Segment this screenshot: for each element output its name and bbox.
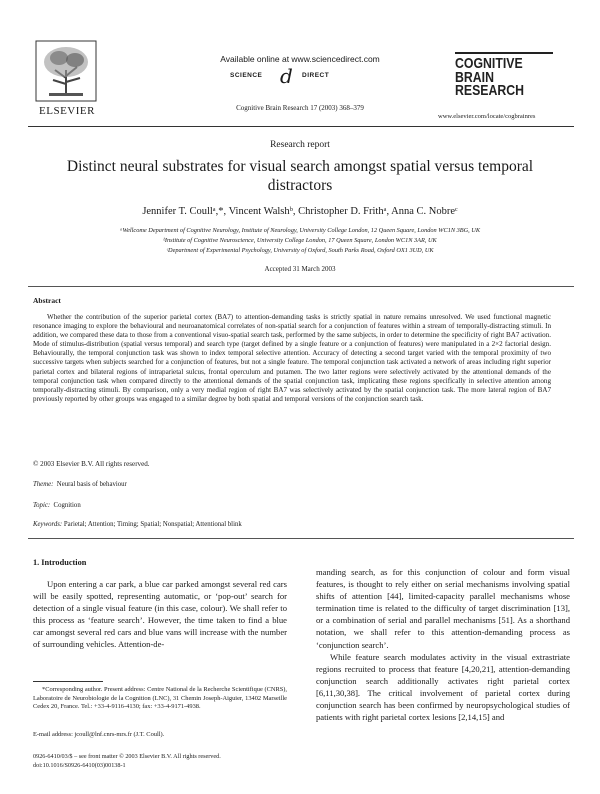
journal-title-rule	[455, 52, 553, 54]
sd-right: DIRECT	[302, 72, 330, 79]
topic-value: Cognition	[53, 502, 81, 509]
accepted-date: Accepted 31 March 2003	[264, 265, 336, 273]
intro-column-right	[316, 566, 570, 723]
affiliation: ᵇInstitute of Cognitive Neuroscience, University College London, 17 Queen Square, London WC1N 3AR, UK	[163, 237, 437, 244]
elsevier-tree-logo	[35, 40, 97, 102]
journal-title	[455, 57, 537, 98]
abstract-top-divider	[28, 286, 574, 287]
email-footnote[interactable]: E-mail address: jcoull@lnf.cnrs-mrs.fr (J.T. Coull).	[33, 731, 165, 738]
intro-column-left: Upon entering a car park, a blue car parked amongst several red cars will be easily spotted, representing automatic, or ‘pop-out’ search for detection of a single visual feature (in this case, colour). We shall refer to this process as ‘feature search’. However, the time taken to find a blue car amongst several red cars and blue vans will increase with the number of surrounding vehicles. Attention-de-	[33, 579, 287, 650]
footnote-rule	[33, 681, 103, 682]
publisher-name: ELSEVIER	[39, 105, 95, 117]
keywords-value: Parietal; Attention; Timing; Spatial; Nonspatial; Attentional blink	[63, 521, 242, 528]
abstract-bottom-divider	[28, 538, 574, 539]
journal-url[interactable]: www.elsevier.com/locate/cogbrainres	[438, 113, 536, 120]
affiliations	[40, 226, 560, 256]
affiliation: ᶜDepartment of Experimental Psychology, University of Oxford, South Parks Road, Oxford OX1 3UD, UK	[166, 247, 434, 254]
keywords-line	[33, 521, 242, 528]
abstract-body: Whether the contribution of the superior parietal cortex (BA7) to attention-demanding tasks is strictly spatial in nature remains unresolved. We used functional magnetic resonance imaging to explore the behavioural and neuroanatomical correlates of non-spatial search for a conjunction of features within a stream of temporally-distracting stimuli. In addition, we compared these data to those from a conventional visuo-spatial search task, performed by the same subjects, in order to determine the specificity of right BA7 activation. Mode of stimulus-distribution (spatial versus temporal) and search type (target defined by a single feature or a conjunction of features) were manipulated in a 2×2 factorial design. Behaviourally, the temporal conjunction task was shown to index temporal selective attention. Accuracy of detecting a second target varied with the temporal proximity of two successive targets when subjects searched for a conjunction of features, but not a single feature. The temporal conjunction task activated a network of areas including right superior parietal cortex and bilateral regions of intraparietal sulcus, frontal operculum and putamen. The two latter regions were selectively activated by the attentional demands of the temporal conjunction task when compared directly to the attentional demands of the spatial conjunction task, implicating these regions specifically in selective attention among temporally-distracting stimuli. By comparison, only a very medial region of right BA7 was selectively activated by the spatial conjunction task. The more lateral region of BA7 previously reported by other groups was engaged to a similar degree by both spatial and temporal versions of the conjunction search task.	[33, 313, 551, 403]
topic-label: Topic:	[33, 502, 51, 509]
topic-line	[33, 502, 81, 509]
sd-mark: d	[280, 64, 294, 88]
doi-line[interactable]: doi:10.1016/S0926-6410(03)00138-1	[33, 762, 126, 769]
sd-left: SCIENCE	[230, 72, 263, 79]
abstract-heading: Abstract	[33, 296, 61, 305]
theme-value: Neural basis of behaviour	[56, 481, 127, 488]
section-heading: 1. Introduction	[33, 558, 87, 567]
available-online: Available online at www.sciencedirect.com	[220, 54, 380, 64]
journal-title-line: BRAIN	[455, 68, 494, 86]
journal-title-line: COGNITIVE	[455, 55, 523, 72]
article-title: Distinct neural substrates for visual search amongst spatial versus temporal distractors	[66, 158, 534, 194]
copyright-line: © 2003 Elsevier B.V. All rights reserved.	[33, 460, 150, 468]
article-type: Research report	[270, 140, 330, 150]
corresponding-author-footnote: *Corresponding author. Present address: Centre National de la Recherche Scientifique (CNRS), Laboratoire de Neurobiologie de la Cognition (LNC), 31 Chemin Joseph-Aiguier, 13402 Marseille Cedex 20, France. Tel.: +33-4-9116-4130; fax: +33-4-9171-4938.	[33, 686, 287, 711]
author-list: Jennifer T. Coullᵃ,*, Vincent Walshᵇ, Christopher D. Frithᵃ, Anna C. Nobreᶜ	[142, 206, 458, 217]
journal-reference: Cognitive Brain Research 17 (2003) 368–379	[236, 104, 364, 112]
keywords-label: Keywords:	[33, 521, 63, 528]
sciencedirect-logo	[230, 66, 370, 86]
intro-paragraph: manding search, as for this conjunction of colour and form visual features, is thought to rely either on serial mechanisms involving spatial shifts of attention [44], limited-capacity parallel mechanisms whose termination time is related to the difficulty of target discrimination [13], or a combination of serial and parallel mechanisms [51]. As a shorthand notation, we shall refer to this attention-demanding process as ‘conjunction search’.	[316, 567, 570, 650]
header-divider	[28, 126, 574, 127]
intro-paragraph: While feature search modulates activity in the visual extrastriate regions recruited to process that feature [4,20,21], attention-demanding conjunction search additionally activates right parietal cortex [6,11,30,38]. The critical involvement of parietal cortex during conjunction search has been confirmed by neuropsychological studies of patients with right parietal cortex lesions [2,14,15] and	[316, 651, 570, 723]
affiliation: ᵃWellcome Department of Cognitive Neurology, Institute of Neurology, University College London, 12 Queen Square, London WC1N 3BG, UK	[119, 227, 481, 234]
journal-title-line: RESEARCH	[455, 82, 525, 99]
theme-line	[33, 481, 127, 488]
issn-line: 0926-6410/03/$ – see front matter © 2003 Elsevier B.V. All rights reserved.	[33, 753, 221, 760]
theme-label: Theme:	[33, 481, 54, 488]
